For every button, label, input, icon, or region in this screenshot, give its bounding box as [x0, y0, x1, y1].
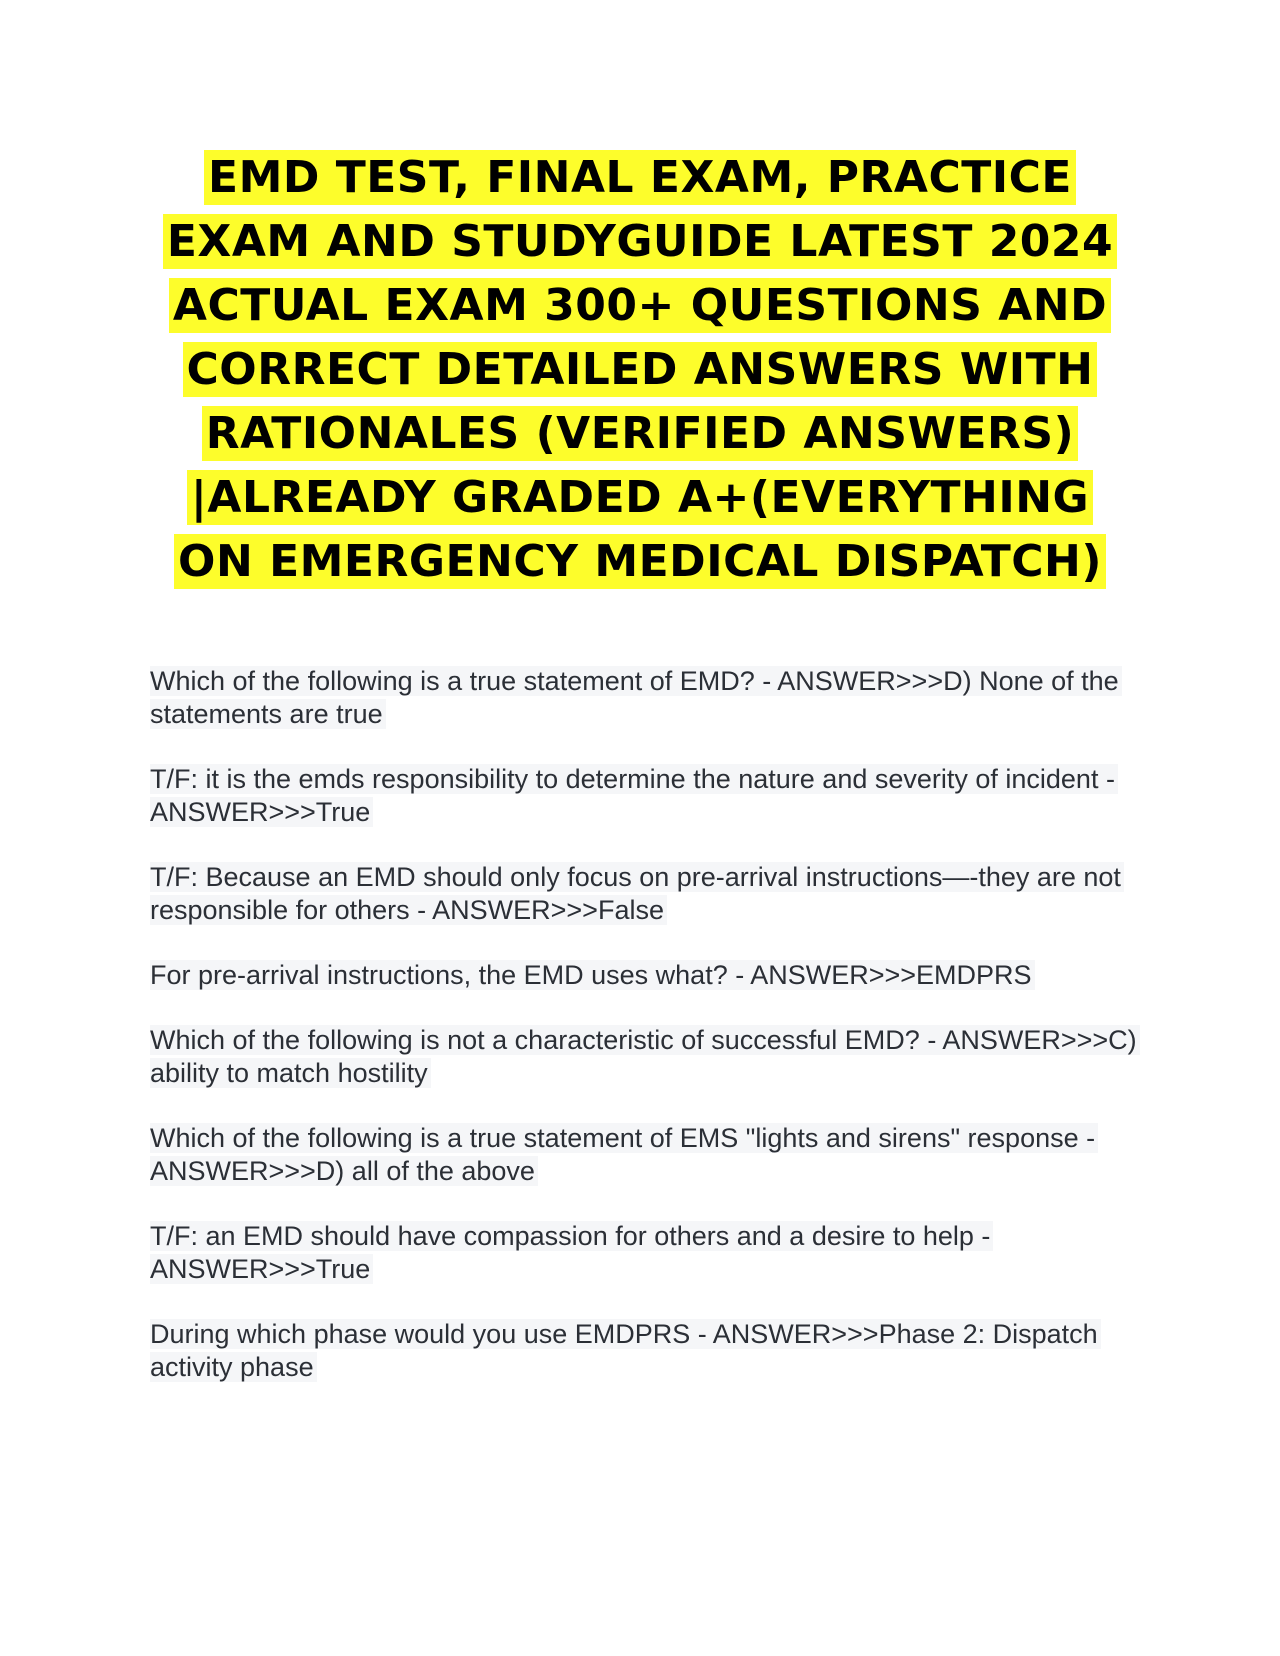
qa-text: Which of the following is a true statement of EMD? - ANSWER>>>D) None of the statements are true — [150, 666, 1122, 729]
document-title: EMD TEST, FINAL EXAM, PRACTICE EXAM AND STUDYGUIDE LATEST 2024 ACTUAL EXAM 300+ QUESTIONS AND CORRECT DETAILED ANSWERS WITH RATIONALES (VERIFIED ANSWERS) |ALREADY GRADED A+(EVERYTHING ON EMERGENCY MEDICAL DISPATCH) — [163, 150, 1117, 589]
qa-text: For pre-arrival instructions, the EMD uses what? - ANSWER>>>EMDPRS — [150, 960, 1035, 990]
qa-item — [150, 959, 1140, 992]
qa-text: During which phase would you use EMDPRS - ANSWER>>>Phase 2: Dispatch activity phase — [150, 1319, 1101, 1382]
qa-list — [150, 665, 1140, 1416]
qa-item — [150, 861, 1140, 927]
document-title-block — [150, 146, 1130, 594]
qa-item — [150, 1024, 1140, 1090]
qa-text: Which of the following is not a characteristic of successful EMD? - ANSWER>>>C) ability to match hostility — [150, 1025, 1140, 1088]
qa-text: Which of the following is a true statement of EMS "lights and sirens" response - ANSWER>>>D) all of the above — [150, 1123, 1098, 1186]
qa-item — [150, 1220, 1140, 1286]
qa-text: T/F: it is the emds responsibility to determine the nature and severity of incident - ANSWER>>>True — [150, 764, 1118, 827]
qa-item — [150, 763, 1140, 829]
qa-text: T/F: an EMD should have compassion for others and a desire to help - ANSWER>>>True — [150, 1221, 993, 1284]
qa-text: T/F: Because an EMD should only focus on pre-arrival instructions—-they are not responsible for others - ANSWER>>>False — [150, 862, 1124, 925]
qa-item — [150, 665, 1140, 731]
qa-item — [150, 1122, 1140, 1188]
qa-item — [150, 1318, 1140, 1384]
